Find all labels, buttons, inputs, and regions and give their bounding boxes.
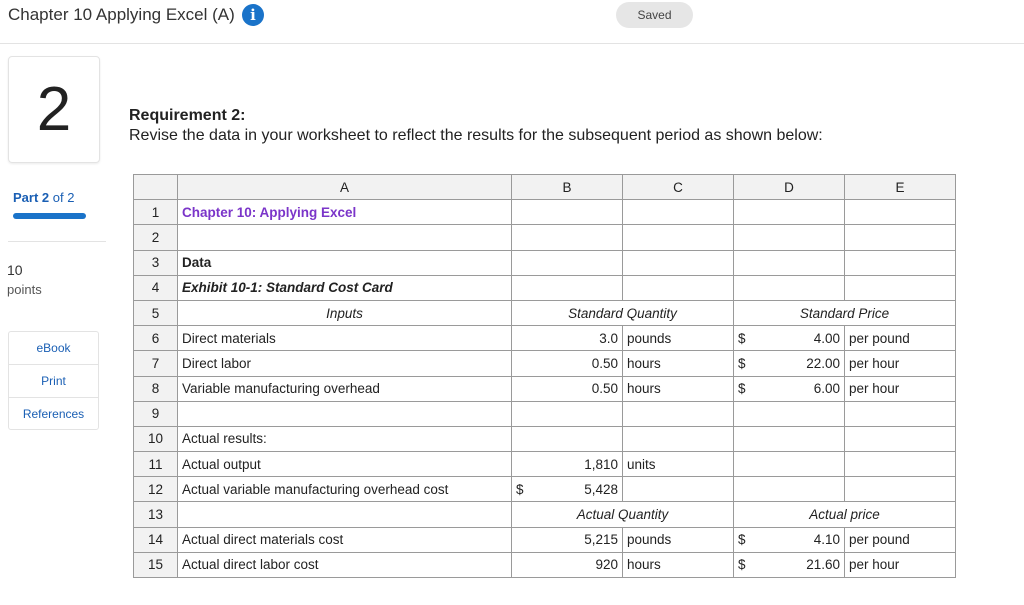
row-number: 15 [134, 552, 178, 577]
cell-b[interactable] [512, 426, 623, 451]
table-row [134, 225, 956, 250]
row-number: 4 [134, 275, 178, 300]
currency-symbol: $ [738, 330, 746, 346]
cell-d-value: 4.00 [813, 330, 840, 346]
part-label: Part [13, 190, 39, 205]
currency-symbol: $ [738, 532, 746, 548]
currency-symbol: $ [516, 481, 524, 497]
cell-a[interactable]: Actual results: [178, 426, 512, 451]
cell-b[interactable] [512, 250, 623, 275]
currency-symbol: $ [738, 557, 746, 573]
cell-b[interactable]: 0.50 [512, 351, 623, 376]
cell-a[interactable]: Variable manufacturing overhead [178, 376, 512, 401]
cell-a[interactable]: Direct materials [178, 326, 512, 351]
top-bar [0, 0, 1024, 44]
cell-d[interactable] [734, 200, 845, 225]
cell-d-value: 22.00 [806, 355, 840, 371]
cell-a[interactable]: Data [178, 250, 512, 275]
table-row [134, 250, 956, 275]
row-number: 5 [134, 300, 178, 325]
column-header: A [178, 175, 512, 200]
cell-d[interactable] [734, 351, 845, 376]
cell-a[interactable] [178, 225, 512, 250]
cell-e[interactable]: per hour [845, 552, 956, 577]
cell-c[interactable] [623, 426, 734, 451]
corner-cell [134, 175, 178, 200]
cell-b[interactable]: 0.50 [512, 376, 623, 401]
cell-d-value: 4.10 [813, 532, 840, 548]
cell-e[interactable]: per hour [845, 351, 956, 376]
cell-c[interactable]: pounds [623, 527, 734, 552]
cell-c[interactable] [623, 275, 734, 300]
cell-c[interactable] [623, 225, 734, 250]
cell-d[interactable] [734, 250, 845, 275]
table-row [134, 200, 956, 225]
points-label: points [7, 282, 42, 297]
cell-d[interactable] [734, 376, 845, 401]
cell-bc[interactable]: Standard Quantity [512, 300, 734, 325]
print-button[interactable]: Print [9, 365, 98, 398]
part-indicator [13, 190, 74, 205]
cell-e[interactable] [845, 426, 956, 451]
part-current: 2 [41, 190, 50, 205]
cell-a[interactable]: Exhibit 10-1: Standard Cost Card [178, 275, 512, 300]
cell-b[interactable] [512, 275, 623, 300]
assignment-title: Chapter 10 Applying Excel (A) [8, 5, 235, 24]
cell-d[interactable] [734, 452, 845, 477]
row-number: 7 [134, 351, 178, 376]
table-row [134, 401, 956, 426]
cell-a[interactable]: Inputs [178, 300, 512, 325]
cell-d[interactable] [734, 275, 845, 300]
currency-symbol: $ [738, 355, 746, 371]
cell-e[interactable] [845, 250, 956, 275]
cell-a[interactable]: Direct labor [178, 351, 512, 376]
question-number: 2 [8, 56, 100, 163]
cell-de[interactable]: Actual price [734, 502, 956, 527]
row-number: 1 [134, 200, 178, 225]
column-header: D [734, 175, 845, 200]
requirement-title: Requirement 2: [129, 107, 246, 124]
cell-a[interactable] [178, 502, 512, 527]
points-value: 10 [7, 262, 23, 278]
row-number: 12 [134, 477, 178, 502]
cell-b-value: 5,428 [584, 481, 618, 497]
cell-e[interactable] [845, 452, 956, 477]
row-number: 3 [134, 250, 178, 275]
cell-c[interactable]: hours [623, 376, 734, 401]
cell-de[interactable]: Standard Price [734, 300, 956, 325]
cell-e[interactable]: per pound [845, 326, 956, 351]
cell-a[interactable]: Chapter 10: Applying Excel [178, 200, 512, 225]
cell-a[interactable]: Actual output [178, 452, 512, 477]
cell-e[interactable]: per hour [845, 376, 956, 401]
part-progress-bar [13, 213, 86, 219]
cell-b[interactable]: 1,810 [512, 452, 623, 477]
cell-b[interactable]: 5,215 [512, 527, 623, 552]
column-header: C [623, 175, 734, 200]
table-row [134, 552, 956, 577]
part-total: of 2 [52, 190, 75, 205]
cell-a[interactable]: Actual variable manufacturing overhead cost [178, 477, 512, 502]
cell-b[interactable]: 920 [512, 552, 623, 577]
row-number: 10 [134, 426, 178, 451]
cell-b[interactable] [512, 477, 623, 502]
cell-b[interactable] [512, 200, 623, 225]
cell-d[interactable] [734, 326, 845, 351]
references-button[interactable]: References [22, 407, 85, 421]
cell-d-value: 6.00 [813, 381, 840, 397]
column-header: E [845, 175, 956, 200]
column-header: B [512, 175, 623, 200]
cell-c[interactable]: units [623, 452, 734, 477]
table-row [134, 452, 956, 477]
row-number: 8 [134, 376, 178, 401]
cell-d[interactable] [734, 552, 845, 577]
info-icon[interactable]: i [242, 4, 264, 26]
row-number: 13 [134, 502, 178, 527]
spreadsheet [133, 174, 956, 578]
table-row [134, 376, 956, 401]
ebook-button[interactable]: eBook [9, 332, 98, 365]
requirement-text: Revise the data in your worksheet to reflect the results for the subsequent period as shown below: [129, 127, 823, 144]
cell-d[interactable] [734, 527, 845, 552]
sidebar-divider [8, 241, 106, 242]
cell-c[interactable] [623, 477, 734, 502]
cell-d[interactable] [734, 401, 845, 426]
cell-e[interactable] [845, 477, 956, 502]
cell-c[interactable] [623, 200, 734, 225]
cell-a[interactable]: Actual direct labor cost [178, 552, 512, 577]
cell-a[interactable]: Actual direct materials cost [178, 527, 512, 552]
table-row [134, 275, 956, 300]
cell-e[interactable] [845, 401, 956, 426]
cell-a[interactable] [178, 401, 512, 426]
table-row [134, 477, 956, 502]
cell-e[interactable] [845, 200, 956, 225]
header-row [134, 175, 956, 200]
cell-b[interactable] [512, 401, 623, 426]
cell-d-value: 21.60 [806, 557, 840, 573]
cell-b[interactable]: 3.0 [512, 326, 623, 351]
cell-c[interactable]: pounds [623, 326, 734, 351]
cell-e[interactable]: per pound [845, 527, 956, 552]
row-number: 9 [134, 401, 178, 426]
cell-d[interactable] [734, 225, 845, 250]
table-row [134, 527, 956, 552]
cell-d[interactable] [734, 426, 845, 451]
table-row [134, 326, 956, 351]
table-row [134, 502, 956, 527]
table-row [134, 300, 956, 325]
cell-d[interactable] [734, 477, 845, 502]
cell-b[interactable] [512, 225, 623, 250]
row-number: 14 [134, 527, 178, 552]
cell-c[interactable] [623, 250, 734, 275]
cell-e[interactable] [845, 275, 956, 300]
cell-c[interactable]: hours [623, 552, 734, 577]
cell-e[interactable] [845, 225, 956, 250]
currency-symbol: $ [738, 381, 746, 397]
saved-status-badge: Saved [616, 2, 693, 28]
row-number: 11 [134, 452, 178, 477]
cell-c[interactable]: hours [623, 351, 734, 376]
table-row [134, 351, 956, 376]
row-number: 2 [134, 225, 178, 250]
row-number: 6 [134, 326, 178, 351]
table-row [134, 426, 956, 451]
cell-bc[interactable]: Actual Quantity [512, 502, 734, 527]
cell-c[interactable] [623, 401, 734, 426]
tools-panel [8, 331, 99, 430]
